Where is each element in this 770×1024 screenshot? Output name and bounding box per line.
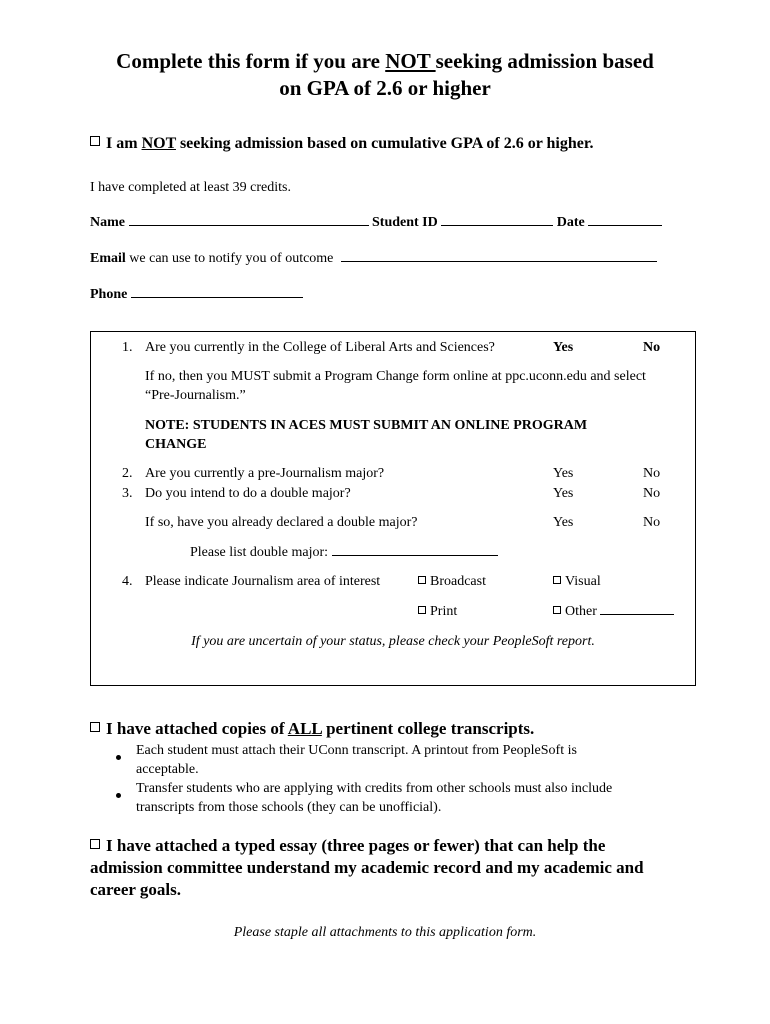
title-emphasis: NOT [385,49,436,73]
date-field[interactable] [588,213,662,226]
q2-text: Are you currently a pre-Journalism major? [145,466,385,481]
gpa-checkbox-row[interactable]: I am NOT seeking admission based on cumulative GPA of 2.6 or higher. [90,133,593,155]
q1-no[interactable]: No [643,340,661,355]
other-field[interactable] [600,602,674,615]
visual-option[interactable]: Visual [553,572,601,591]
double-major-field[interactable] [332,543,498,556]
credits-text: I have completed at least 39 credits. [90,180,291,195]
name-field[interactable] [129,213,369,226]
other-option[interactable]: Other [553,602,674,621]
bullet-icon [116,785,121,803]
broadcast-checkbox[interactable] [418,576,426,584]
print-option[interactable]: Print [418,602,457,621]
email-row: Email we can use to notify you of outcome [90,249,657,268]
q2-yes[interactable]: Yes [553,466,574,481]
visual-checkbox[interactable] [553,576,561,584]
title-line2: on GPA of 2.6 or higher [279,76,491,100]
email-label: Email [90,251,126,266]
other-checkbox[interactable] [553,606,561,614]
phone-label: Phone [90,287,128,302]
aces-note: NOTE: STUDENTS IN ACES MUST SUBMIT AN ONLINE PROGRAM [145,418,588,433]
transcripts-checkbox[interactable] [90,722,100,732]
page-title [0,48,770,102]
q4-text: Please indicate Journalism area of interest [145,574,381,589]
date-label: Date [556,215,585,230]
name-label: Name [90,215,125,230]
q1-yes[interactable]: Yes [553,340,574,355]
name-row [90,213,662,232]
essay-checkbox-row[interactable]: I have attached a typed essay (three pages or fewer) that can help the admission committee understand my academic record and my academic and career goals. [90,836,644,899]
title-text-end: seeking admission based [435,49,654,73]
q3b-no[interactable]: No [643,515,661,530]
status-note: If you are uncertain of your status, please check your PeopleSoft report. [191,634,595,649]
email-field[interactable] [341,249,657,262]
broadcast-option[interactable]: Broadcast [418,572,486,591]
bullet1-text: Each student must attach their UConn transcript. A printout from PeopleSoft is [136,743,577,758]
q2-no[interactable]: No [643,466,661,481]
title-text: Complete this form if you are [116,49,386,73]
bullet-icon [116,747,121,765]
essay-checkbox[interactable] [90,839,100,849]
double-major-row: Please list double major: [190,543,498,562]
q1-text: Are you currently in the College of Liberal Arts and Sciences? [145,340,495,355]
transcripts-checkbox-row[interactable]: I have attached copies of ALL pertinent college transcripts. [90,718,534,740]
phone-field[interactable] [131,285,303,298]
q3-text: Do you intend to do a double major? [145,486,351,501]
q3b-yes[interactable]: Yes [553,515,574,530]
q3-no[interactable]: No [643,486,661,501]
q1-note: If no, then you MUST submit a Program Change form online at ppc.uconn.edu and select [145,369,646,384]
student-id-label: Student ID [372,215,438,230]
q3b-text: If so, have you already declared a double major? [145,515,418,530]
footer-note: Please staple all attachments to this application form. [233,925,537,940]
gpa-checkbox[interactable] [90,136,100,146]
bullet2-text: Transfer students who are applying with credits from other schools must also include [136,781,613,796]
q3-yes[interactable]: Yes [553,486,574,501]
phone-row [90,285,303,304]
print-checkbox[interactable] [418,606,426,614]
student-id-field[interactable] [441,213,553,226]
